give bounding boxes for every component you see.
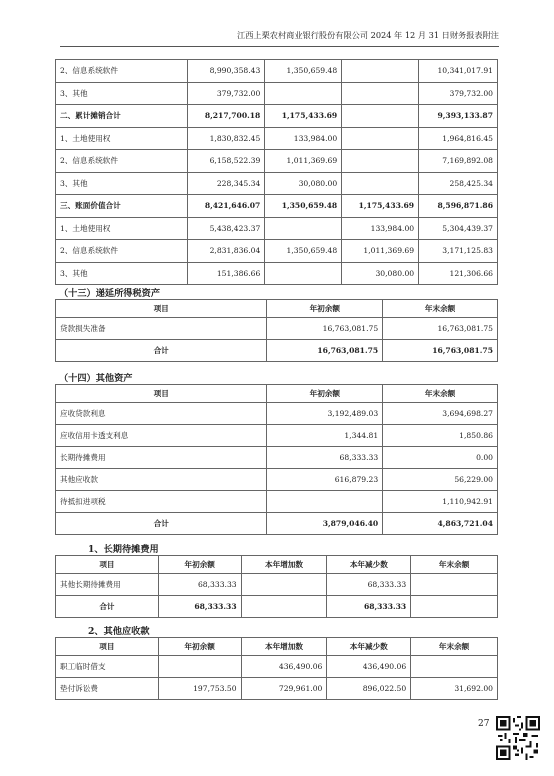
table-row (56, 340, 498, 362)
amount-cell (342, 60, 419, 83)
table-row (56, 425, 498, 447)
amount-cell: 8,421,646.07 (188, 195, 265, 218)
table-row (56, 172, 498, 195)
table-row (56, 240, 498, 263)
amount-cell: 1,350,659.48 (265, 240, 342, 263)
row-label: 1、土地使用权 (56, 217, 188, 240)
amount-cell: 1,830,832.45 (188, 127, 265, 150)
amount-cell (342, 150, 419, 173)
amount-cell: 4,863,721.04 (383, 513, 498, 535)
amount-cell: 3,694,698.27 (383, 403, 498, 425)
amount-cell: 31,692.00 (411, 678, 498, 700)
row-label: 2、信息系统软件 (56, 240, 188, 263)
amount-cell (158, 656, 241, 678)
table-row (56, 150, 498, 173)
row-label: 2、信息系统软件 (56, 60, 188, 83)
amount-cell: 30,080.00 (342, 262, 419, 285)
row-label: 待抵扣进项税 (56, 491, 267, 513)
amount-cell: 3,192,489.03 (267, 403, 383, 425)
table-row (56, 82, 498, 105)
col-header: 年初余额 (267, 385, 383, 403)
col-header: 本年减少数 (327, 638, 411, 656)
table-row (56, 127, 498, 150)
long-term-prepaid-table (55, 555, 498, 618)
amount-cell (241, 574, 327, 596)
amount-cell: 197,753.50 (158, 678, 241, 700)
amount-cell (411, 656, 498, 678)
amount-cell: 1,110,942.91 (383, 491, 498, 513)
amount-cell: 151,386.66 (188, 262, 265, 285)
amount-cell: 6,158,522.39 (188, 150, 265, 173)
col-header: 年末余额 (383, 300, 498, 318)
amount-cell: 1,350,659.48 (265, 195, 342, 218)
row-label: 3、其他 (56, 82, 188, 105)
col-header: 项目 (56, 300, 267, 318)
table-row (56, 403, 498, 425)
amount-cell (342, 172, 419, 195)
table-row (56, 447, 498, 469)
table-row (56, 656, 498, 678)
deferred-tax-table (55, 299, 498, 362)
table-row (56, 105, 498, 128)
section-title-deferred-tax: （十三）递延所得税资产 (59, 288, 161, 299)
amount-cell: 228,345.34 (188, 172, 265, 195)
amount-cell: 16,763,081.75 (383, 318, 498, 340)
amount-cell (265, 82, 342, 105)
amount-cell: 379,732.00 (188, 82, 265, 105)
row-label: 二、累计摊销合计 (56, 105, 188, 128)
amount-cell: 8,990,358.43 (188, 60, 265, 83)
row-label: 长期待摊费用 (56, 447, 267, 469)
col-header: 年初余额 (158, 638, 241, 656)
page-header: 江西上栗农村商业银行股份有限公司 2024 年 12 月 31 日财务报表附注 (60, 30, 499, 47)
col-header: 本年增加数 (241, 638, 327, 656)
amount-cell: 8,217,700.18 (188, 105, 265, 128)
section-title-other-receivables: 2、其他应收款 (88, 626, 150, 637)
col-header: 年末余额 (383, 385, 498, 403)
row-label: 2、信息系统软件 (56, 150, 188, 173)
table-row (56, 217, 498, 240)
amount-cell: 7,169,892.08 (419, 150, 498, 173)
col-header: 年末余额 (411, 556, 498, 574)
amount-cell: 258,425.34 (419, 172, 498, 195)
amount-cell: 5,304,439.37 (419, 217, 498, 240)
amount-cell: 56,229.00 (383, 469, 498, 491)
page-number: 27 (478, 719, 490, 729)
amount-cell (342, 127, 419, 150)
col-header: 年初余额 (267, 300, 383, 318)
amount-cell: 1,344.81 (267, 425, 383, 447)
col-header: 本年增加数 (241, 556, 327, 574)
row-label: 应收贷款利息 (56, 403, 267, 425)
table-row (56, 469, 498, 491)
amount-cell: 729,961.00 (241, 678, 327, 700)
other-receivables-table (55, 637, 498, 700)
amount-cell (342, 105, 419, 128)
amount-cell: 1,175,433.69 (265, 105, 342, 128)
other-assets-table (55, 384, 498, 535)
col-header: 项目 (56, 556, 159, 574)
amount-cell: 3,171,125.83 (419, 240, 498, 263)
amount-cell (411, 596, 498, 618)
amount-cell: 68,333.33 (327, 596, 411, 618)
amount-cell: 1,011,369.69 (265, 150, 342, 173)
col-header: 年初余额 (158, 556, 241, 574)
section-title-other-assets: （十四）其他资产 (59, 373, 133, 384)
amount-cell: 68,333.33 (327, 574, 411, 596)
col-header: 本年减少数 (327, 556, 411, 574)
col-header: 年末余额 (411, 638, 498, 656)
amount-cell: 9,393,133.87 (419, 105, 498, 128)
amount-cell: 1,350,659.48 (265, 60, 342, 83)
col-header: 项目 (56, 638, 159, 656)
amount-cell: 68,333.33 (267, 447, 383, 469)
amount-cell (265, 262, 342, 285)
intangible-assets-table (55, 59, 498, 285)
amount-cell: 16,763,081.75 (267, 318, 383, 340)
amount-cell: 133,984.00 (342, 217, 419, 240)
row-label: 合计 (56, 596, 159, 618)
amount-cell: 1,011,369.69 (342, 240, 419, 263)
amount-cell: 121,306.66 (419, 262, 498, 285)
amount-cell: 1,850.86 (383, 425, 498, 447)
amount-cell: 16,763,081.75 (383, 340, 498, 362)
table-row (56, 574, 498, 596)
amount-cell: 68,333.33 (158, 574, 241, 596)
amount-cell: 5,438,423.37 (188, 217, 265, 240)
row-label: 应收信用卡透支利息 (56, 425, 267, 447)
row-label: 其他应收款 (56, 469, 267, 491)
row-label: 职工临时借支 (56, 656, 159, 678)
amount-cell: 379,732.00 (419, 82, 498, 105)
row-label: 合计 (56, 340, 267, 362)
amount-cell: 1,175,433.69 (342, 195, 419, 218)
amount-cell: 3,879,046.40 (267, 513, 383, 535)
row-label: 三、账面价值合计 (56, 195, 188, 218)
amount-cell: 896,022.50 (327, 678, 411, 700)
table-row (56, 491, 498, 513)
amount-cell: 2,831,836.04 (188, 240, 265, 263)
col-header: 项目 (56, 385, 267, 403)
amount-cell (267, 491, 383, 513)
table-row (56, 195, 498, 218)
amount-cell: 68,333.33 (158, 596, 241, 618)
table-row (56, 262, 498, 285)
amount-cell: 436,490.06 (241, 656, 327, 678)
amount-cell: 133,984.00 (265, 127, 342, 150)
amount-cell: 1,964,816.45 (419, 127, 498, 150)
table-row (56, 513, 498, 535)
amount-cell: 30,080.00 (265, 172, 342, 195)
row-label: 贷款损失准备 (56, 318, 267, 340)
section-title-long-term-prepaid: 1、长期待摊费用 (88, 544, 159, 555)
row-label: 垫付诉讼费 (56, 678, 159, 700)
row-label: 3、其他 (56, 262, 188, 285)
row-label: 其他长期待摊费用 (56, 574, 159, 596)
amount-cell: 16,763,081.75 (267, 340, 383, 362)
table-row (56, 318, 498, 340)
amount-cell: 8,596,871.86 (419, 195, 498, 218)
amount-cell: 10,341,017.91 (419, 60, 498, 83)
amount-cell: 616,879.23 (267, 469, 383, 491)
amount-cell: 0.00 (383, 447, 498, 469)
amount-cell (342, 82, 419, 105)
row-label: 合计 (56, 513, 267, 535)
table-row (56, 596, 498, 618)
table-row (56, 60, 498, 83)
qr-code (496, 716, 540, 760)
amount-cell: 436,490.06 (327, 656, 411, 678)
row-label: 1、土地使用权 (56, 127, 188, 150)
amount-cell (265, 217, 342, 240)
row-label: 3、其他 (56, 172, 188, 195)
amount-cell (241, 596, 327, 618)
amount-cell (411, 574, 498, 596)
table-row (56, 678, 498, 700)
